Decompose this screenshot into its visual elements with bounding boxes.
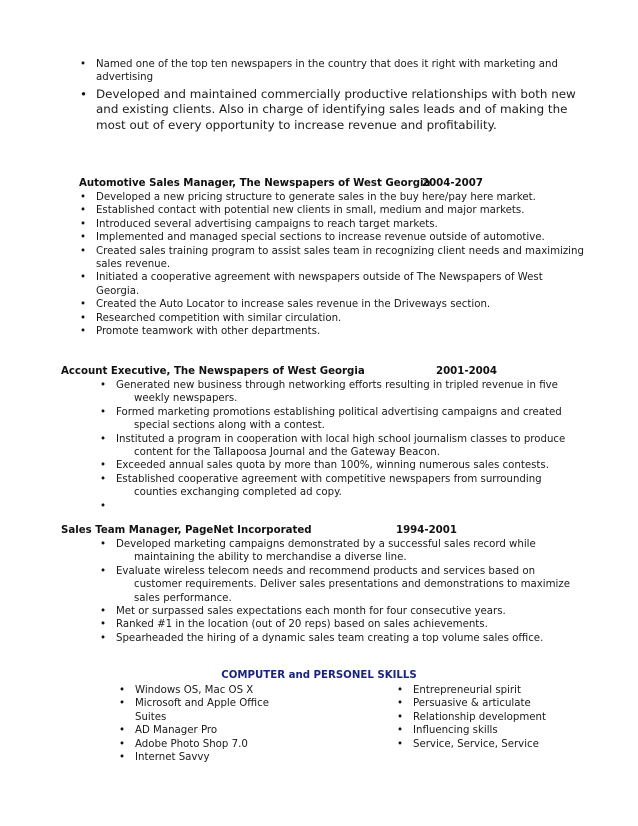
list-item: • Evaluate wireless telecom needs and recommend products and services based on customer requirements. Deliver sales presentations and demonstrations to maximize sales performance. — [116, 565, 576, 605]
job-heading-automotive — [79, 178, 483, 189]
list-item: • Generated new business through networking efforts resulting in tripled revenue in five weekly newspapers. — [116, 379, 576, 406]
job-dates: 2001-2004 — [436, 366, 497, 377]
list-item: • Met or surpassed sales expectations each month for four consecutive years. — [116, 605, 576, 618]
list-item: • Exceeded annual sales quota by more than 100%, winning numerous sales contests. — [116, 459, 576, 472]
list-item: • Introduced several advertising campaigns to reach target markets. — [96, 218, 586, 231]
list-item: • Created the Auto Locator to increase sales revenue in the Driveways section. — [96, 298, 586, 311]
skills-heading: COMPUTER and PERSONEL SKILLS — [221, 670, 417, 681]
list-item: • Developed marketing campaigns demonstrated by a successful sales record while maintaining the ability to merchandise a diverse line. — [116, 538, 576, 565]
list-item — [116, 500, 576, 513]
job-heading-account-executive — [61, 366, 497, 377]
skills-left-list — [135, 684, 295, 764]
list-item: • Persuasive & articulate — [413, 697, 613, 710]
list-item: • Implemented and managed special sections to increase revenue outside of automotive. — [96, 231, 586, 244]
list-item: • Microsoft and Apple Office Suites — [135, 697, 295, 724]
job-heading-sales-team-manager — [61, 525, 457, 536]
list-item: • Adobe Photo Shop 7.0 — [135, 738, 295, 751]
job2-bullet-list — [116, 379, 576, 513]
job-title: Automotive Sales Manager, The Newspapers of West Georgia — [79, 178, 431, 189]
job3-bullet-list — [116, 538, 576, 645]
intro-bullet-list — [96, 58, 596, 134]
list-item: • Relationship development — [413, 711, 613, 724]
list-item: • Initiated a cooperative agreement with newspapers outside of The Newspapers of West Georgia. — [96, 271, 586, 298]
list-item: • Formed marketing promotions establishing political advertising campaigns and created special sections along with a contest. — [116, 406, 576, 433]
job1-bullet-list — [96, 191, 586, 338]
list-item: • Promote teamwork with other departments. — [96, 325, 586, 338]
list-item: • Created sales training program to assist sales team in recognizing client needs and maximizing sales revenue. — [96, 245, 586, 272]
list-item: • Named one of the top ten newspapers in the country that does it right with marketing and advertising — [96, 58, 596, 85]
list-item: • Spearheaded the hiring of a dynamic sales team creating a top volume sales office. — [116, 632, 576, 645]
job-dates: 1994-2001 — [396, 525, 457, 536]
job-title: Sales Team Manager, PageNet Incorporated — [61, 525, 312, 536]
list-item: • Developed a new pricing structure to generate sales in the buy here/pay here market. — [96, 191, 586, 204]
list-item: • Developed and maintained commercially productive relationships with both new and existing clients. Also in charge of identifying sales leads and of making the most out of every opportunity to increase revenue and profitability. — [96, 87, 596, 134]
skills-right-list — [413, 684, 613, 751]
list-item: • Established contact with potential new clients in small, medium and major markets. — [96, 204, 586, 217]
list-item: • Researched competition with similar circulation. — [96, 312, 586, 325]
job-title: Account Executive, The Newspapers of West Georgia — [61, 366, 365, 377]
list-item: • Instituted a program in cooperation with local high school journalism classes to produce content for the Tallapoosa Journal and the Gateway Beacon. — [116, 433, 576, 460]
job-dates: 2004-2007 — [422, 178, 483, 189]
list-item: • Ranked #1 in the location (out of 20 reps) based on sales achievements. — [116, 618, 576, 631]
list-item: • Windows OS, Mac OS X — [135, 684, 295, 697]
list-item: • AD Manager Pro — [135, 724, 295, 737]
list-item: • Influencing skills — [413, 724, 613, 737]
list-item: • Internet Savvy — [135, 751, 295, 764]
list-item: • Entrepreneurial spirit — [413, 684, 613, 697]
list-item: • Service, Service, Service — [413, 738, 613, 751]
list-item: • Established cooperative agreement with competitive newspapers from surrounding counties exchanging completed ad copy. — [116, 473, 576, 500]
